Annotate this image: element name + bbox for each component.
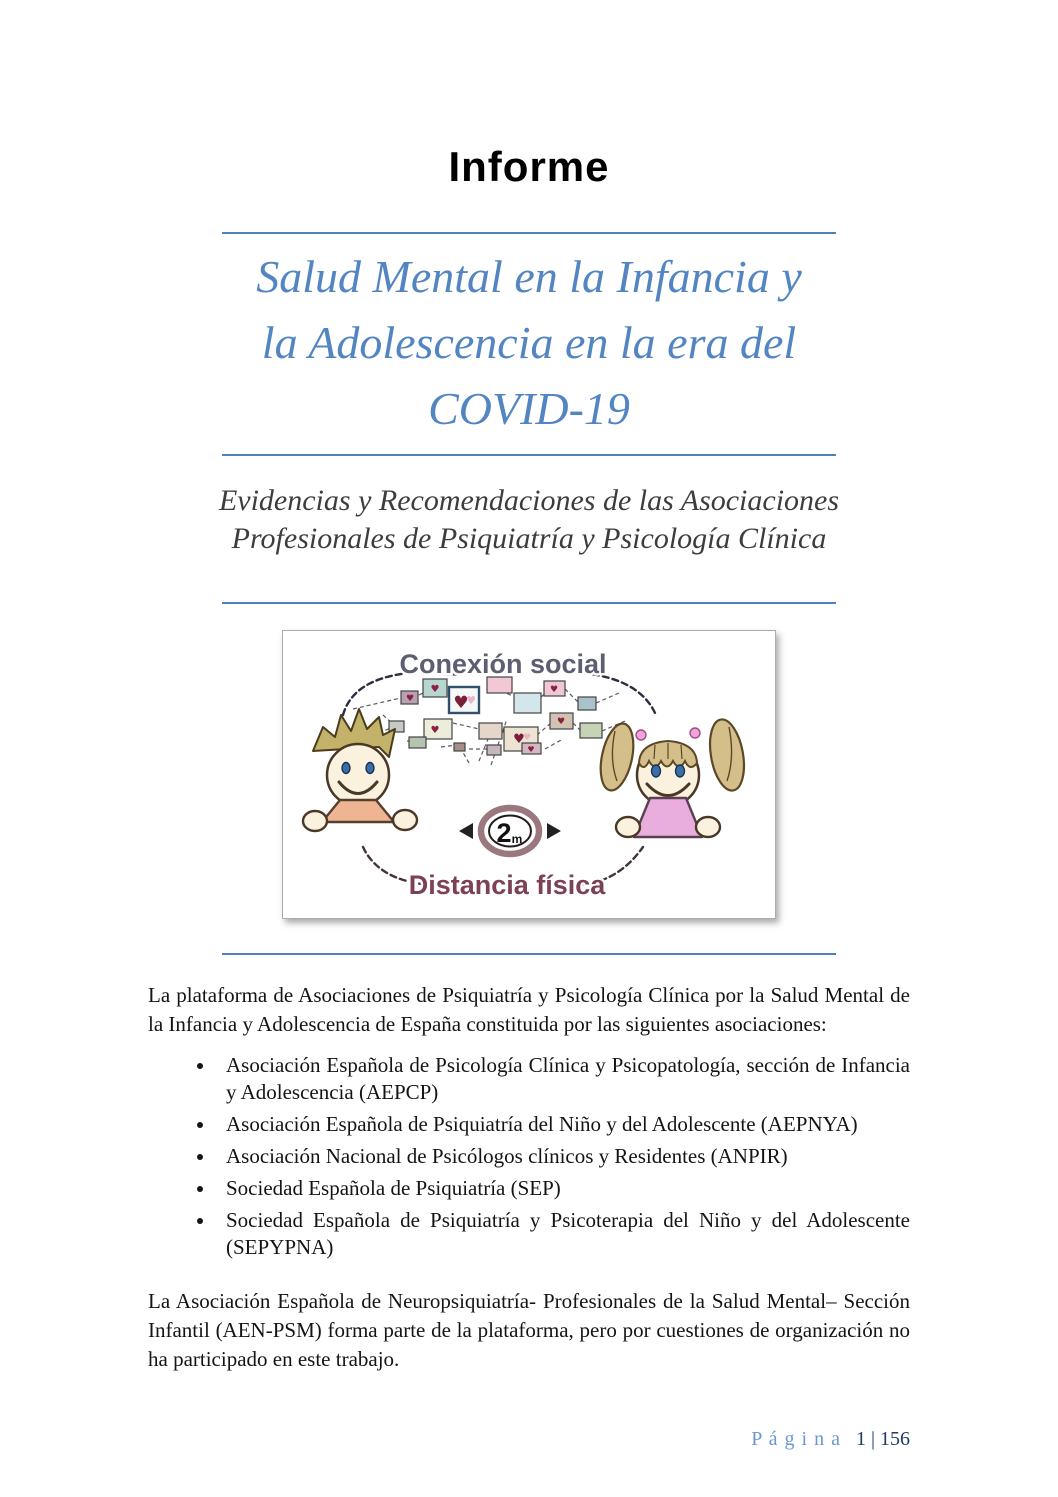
svg-text:♥: ♥ bbox=[527, 745, 535, 754]
list-item: • Asociación Española de Psiquiatría del Niño y del Adolescente (AEPNYA) bbox=[216, 1111, 910, 1138]
footer-page-number: 1 | 156 bbox=[855, 1428, 910, 1450]
closing-paragraph: La Asociación Española de Neuropsiquiatría- Profesionales de la Salud Mental– Sección Infantil (AEN-PSM) forma parte de la plataforma, pero por cuestiones de organización no ha participado en este trabajo. bbox=[148, 1289, 910, 1371]
footer-page-label: P á g i n a bbox=[751, 1428, 841, 1450]
body-content bbox=[148, 981, 910, 1374]
intro-paragraph: La plataforma de Asociaciones de Psiquiatría y Psicología Clínica por la Salud Mental de la Infancia y Adolescencia de España constituida por las siguientes asociaciones: bbox=[148, 983, 910, 1036]
social-connection-label: Conexión social bbox=[399, 649, 607, 679]
hair-bow bbox=[690, 728, 700, 738]
cover-illustration bbox=[282, 630, 776, 919]
svg-text:♥: ♥ bbox=[430, 725, 440, 736]
association-list bbox=[148, 1052, 910, 1261]
subtitle-line-1: Evidencias y Recomendaciones de las Asociaciones bbox=[218, 484, 840, 517]
subtitle-line-2: Profesionales de Psiquiatría y Psicología Clínica bbox=[231, 522, 827, 555]
main-title-line-2: la Adolescencia en la era del bbox=[261, 317, 797, 368]
divider bbox=[222, 232, 836, 234]
list-item: • Asociación Española de Psicología Clínica y Psicopatología, sección de Infancia y Adolescencia (AEPCP) bbox=[216, 1052, 910, 1106]
main-title-line-3: COVID-19 bbox=[428, 383, 630, 434]
main-title-line-1: Salud Mental en la Infancia y bbox=[256, 251, 802, 302]
svg-text:♥: ♥ bbox=[453, 693, 469, 713]
hair-bow bbox=[636, 730, 646, 740]
svg-text:♥: ♥ bbox=[430, 684, 440, 695]
list-item: • Asociación Nacional de Psicólogos clínicos y Residentes (ANPIR) bbox=[216, 1143, 910, 1170]
page-footer bbox=[751, 1428, 910, 1451]
social-network-nodes bbox=[389, 667, 602, 755]
list-item: • Sociedad Española de Psiquiatría (SEP) bbox=[216, 1175, 910, 1202]
distance-badge bbox=[459, 808, 561, 854]
distance-number: 2 bbox=[496, 818, 512, 848]
svg-text:♥: ♥ bbox=[513, 732, 525, 747]
svg-text:♥: ♥ bbox=[405, 694, 415, 704]
page-title: Informe bbox=[448, 143, 610, 190]
subtitle bbox=[0, 482, 1058, 558]
svg-text:♥: ♥ bbox=[556, 717, 566, 727]
arrow-right-icon bbox=[547, 823, 561, 839]
list-item: • Sociedad Española de Psiquiatría y Psicoterapia del Niño y del Adolescente (SEPYPNA) bbox=[216, 1207, 910, 1261]
svg-text:♥: ♥ bbox=[549, 685, 559, 695]
divider bbox=[222, 953, 836, 955]
girl-figure bbox=[595, 717, 749, 837]
main-title bbox=[0, 244, 1058, 442]
physical-distance-label: Distancia física bbox=[408, 870, 606, 900]
divider bbox=[222, 454, 836, 456]
svg-text:♥: ♥ bbox=[522, 733, 532, 743]
divider bbox=[222, 602, 836, 604]
svg-text:♥: ♥ bbox=[466, 694, 476, 707]
distance-unit: m bbox=[511, 832, 523, 846]
arrow-left-icon bbox=[459, 823, 473, 839]
